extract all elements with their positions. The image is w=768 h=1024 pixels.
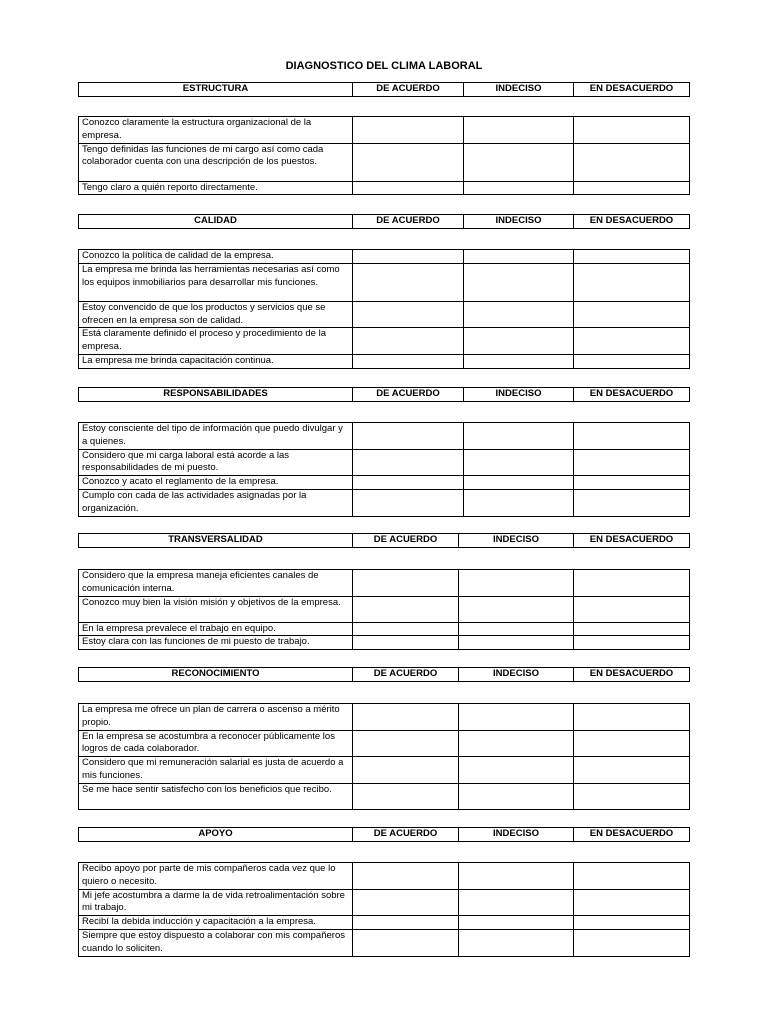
answer-cell-en-desacuerdo[interactable]	[574, 328, 690, 355]
column-header: DE ACUERDO	[353, 828, 459, 842]
section-title: CALIDAD	[79, 215, 353, 229]
answer-cell-en-desacuerdo[interactable]	[574, 301, 690, 328]
section-questions-estructura	[78, 116, 690, 195]
column-header: INDECISO	[459, 668, 574, 682]
table-row	[79, 328, 690, 355]
column-header: DE ACUERDO	[353, 668, 459, 682]
table-row	[79, 570, 690, 597]
answer-cell-en-desacuerdo[interactable]	[574, 263, 690, 301]
column-header: INDECISO	[464, 83, 574, 97]
answer-cell-en-desacuerdo[interactable]	[574, 636, 690, 650]
answer-cell-indeciso[interactable]	[464, 301, 574, 328]
answer-cell-en-desacuerdo[interactable]	[574, 889, 690, 916]
table-row	[79, 354, 690, 368]
answer-cell-en-desacuerdo[interactable]	[574, 354, 690, 368]
answer-cell-indeciso[interactable]	[464, 354, 574, 368]
answer-cell-en-desacuerdo[interactable]	[574, 704, 690, 731]
answer-cell-de-acuerdo[interactable]	[353, 181, 464, 195]
question-text: Se me hace sentir satisfecho con los beneficios que recibo.	[79, 783, 353, 809]
answer-cell-de-acuerdo[interactable]	[353, 328, 464, 355]
question-text: En la empresa prevalece el trabajo en equipo.	[79, 622, 353, 636]
section-questions-calidad	[78, 249, 690, 369]
table-row	[79, 263, 690, 301]
table-row	[79, 489, 690, 516]
answer-cell-en-desacuerdo[interactable]	[574, 489, 690, 516]
answer-cell-indeciso[interactable]	[459, 916, 574, 930]
answer-cell-en-desacuerdo[interactable]	[574, 596, 690, 622]
section-title: RESPONSABILIDADES	[79, 388, 353, 402]
table-row	[79, 929, 690, 956]
answer-cell-indeciso[interactable]	[464, 423, 574, 450]
table-row	[79, 704, 690, 731]
table-row	[79, 622, 690, 636]
table-row	[79, 117, 690, 144]
answer-cell-indeciso[interactable]	[464, 328, 574, 355]
answer-cell-de-acuerdo[interactable]	[353, 636, 459, 650]
document-title: DIAGNOSTICO DEL CLIMA LABORAL	[285, 60, 483, 72]
question-text: Está claramente definido el proceso y procedimiento de la empresa.	[79, 328, 353, 355]
answer-cell-en-desacuerdo[interactable]	[574, 622, 690, 636]
question-text: Siempre que estoy dispuesto a colaborar con mis compañeros cuando lo soliciten.	[79, 929, 353, 956]
question-text: Considero que mi remuneración salarial es justa de acuerdo a mis funciones.	[79, 757, 353, 784]
section-questions-transversalidad	[78, 569, 690, 650]
answer-cell-de-acuerdo[interactable]	[353, 143, 464, 181]
column-header: EN DESACUERDO	[574, 534, 690, 548]
question-text: La empresa me brinda capacitación continua.	[79, 354, 353, 368]
section-questions-apoyo	[78, 862, 690, 957]
answer-cell-indeciso[interactable]	[464, 250, 574, 264]
answer-cell-indeciso[interactable]	[459, 889, 574, 916]
answer-cell-en-desacuerdo[interactable]	[574, 423, 690, 450]
answer-cell-de-acuerdo[interactable]	[353, 622, 459, 636]
answer-cell-en-desacuerdo[interactable]	[574, 181, 690, 195]
answer-cell-en-desacuerdo[interactable]	[574, 783, 690, 809]
answer-cell-indeciso[interactable]	[464, 181, 574, 195]
answer-cell-de-acuerdo[interactable]	[353, 929, 459, 956]
table-row	[79, 757, 690, 784]
answer-cell-de-acuerdo[interactable]	[353, 730, 459, 757]
answer-cell-indeciso[interactable]	[459, 570, 574, 597]
answer-cell-indeciso[interactable]	[459, 757, 574, 784]
question-text: En la empresa se acostumbra a reconocer públicamente los logros de cada colaborador.	[79, 730, 353, 757]
answer-cell-en-desacuerdo[interactable]	[574, 757, 690, 784]
column-header: DE ACUERDO	[353, 215, 464, 229]
answer-cell-indeciso[interactable]	[459, 636, 574, 650]
answer-cell-en-desacuerdo[interactable]	[574, 117, 690, 144]
column-header: INDECISO	[464, 388, 574, 402]
answer-cell-de-acuerdo[interactable]	[353, 263, 464, 301]
question-text: Tengo claro a quién reporto directamente.	[79, 181, 353, 195]
answer-cell-de-acuerdo[interactable]	[353, 301, 464, 328]
section-title: RECONOCIMIENTO	[79, 668, 353, 682]
answer-cell-de-acuerdo[interactable]	[353, 476, 464, 490]
answer-cell-en-desacuerdo[interactable]	[574, 449, 690, 476]
section-header-responsabilidades	[78, 387, 690, 402]
question-text: Conozco la política de calidad de la empresa.	[79, 250, 353, 264]
question-text: Recibo apoyo por parte de mis compañeros cada vez que lo quiero o necesito.	[79, 863, 353, 890]
answer-cell-indeciso[interactable]	[459, 863, 574, 890]
question-text: La empresa me ofrece un plan de carrera o ascenso a mérito propio.	[79, 704, 353, 731]
table-row	[79, 889, 690, 916]
table-row	[79, 423, 690, 450]
section-questions-reconocimiento	[78, 703, 690, 810]
section-title: APOYO	[79, 828, 353, 842]
answer-cell-de-acuerdo[interactable]	[353, 757, 459, 784]
question-text: Considero que la empresa maneja eficientes canales de comunicación interna.	[79, 570, 353, 597]
column-header: EN DESACUERDO	[574, 215, 690, 229]
answer-cell-indeciso[interactable]	[459, 596, 574, 622]
question-text: Considero que mi carga laboral está acorde a las responsabilidades de mi puesto.	[79, 449, 353, 476]
section-questions-responsabilidades	[78, 422, 690, 517]
answer-cell-de-acuerdo[interactable]	[353, 449, 464, 476]
table-row	[79, 783, 690, 809]
answer-cell-indeciso[interactable]	[459, 730, 574, 757]
answer-cell-de-acuerdo[interactable]	[353, 250, 464, 264]
question-text: Conozco muy bien la visión misión y objetivos de la empresa.	[79, 596, 353, 622]
column-header: DE ACUERDO	[353, 83, 464, 97]
answer-cell-en-desacuerdo[interactable]	[574, 476, 690, 490]
answer-cell-de-acuerdo[interactable]	[353, 354, 464, 368]
answer-cell-indeciso[interactable]	[464, 476, 574, 490]
answer-cell-indeciso[interactable]	[459, 704, 574, 731]
answer-cell-de-acuerdo[interactable]	[353, 570, 459, 597]
answer-cell-de-acuerdo[interactable]	[353, 423, 464, 450]
answer-cell-indeciso[interactable]	[459, 783, 574, 809]
answer-cell-en-desacuerdo[interactable]	[574, 570, 690, 597]
answer-cell-en-desacuerdo[interactable]	[574, 730, 690, 757]
answer-cell-en-desacuerdo[interactable]	[574, 250, 690, 264]
answer-cell-indeciso[interactable]	[464, 117, 574, 144]
section-header-estructura	[78, 82, 690, 97]
column-header: EN DESACUERDO	[574, 388, 690, 402]
column-header: EN DESACUERDO	[574, 83, 690, 97]
table-row	[79, 143, 690, 181]
table-row	[79, 181, 690, 195]
column-header: DE ACUERDO	[353, 388, 464, 402]
answer-cell-de-acuerdo[interactable]	[353, 889, 459, 916]
section-title: ESTRUCTURA	[79, 83, 353, 97]
column-header: DE ACUERDO	[353, 534, 459, 548]
table-row	[79, 449, 690, 476]
question-text: Mi jefe acostumbra a darme la de vida retroalimentación sobre mi trabajo.	[79, 889, 353, 916]
section-header-reconocimiento	[78, 667, 690, 682]
table-row	[79, 596, 690, 622]
answer-cell-indeciso[interactable]	[464, 143, 574, 181]
question-text: Recibí la debida inducción y capacitación a la empresa.	[79, 916, 353, 930]
table-row	[79, 730, 690, 757]
table-row	[79, 636, 690, 650]
column-header: INDECISO	[464, 215, 574, 229]
question-text: Conozco claramente la estructura organizacional de la empresa.	[79, 117, 353, 144]
answer-cell-indeciso[interactable]	[464, 489, 574, 516]
answer-cell-de-acuerdo[interactable]	[353, 117, 464, 144]
table-row	[79, 301, 690, 328]
question-text: Estoy consciente del tipo de información que puedo divulgar y a quienes.	[79, 423, 353, 450]
question-text: Estoy clara con las funciones de mi puesto de trabajo.	[79, 636, 353, 650]
table-row	[79, 250, 690, 264]
answer-cell-en-desacuerdo[interactable]	[574, 929, 690, 956]
question-text: Conozco y acato el reglamento de la empresa.	[79, 476, 353, 490]
answer-cell-en-desacuerdo[interactable]	[574, 916, 690, 930]
column-header: EN DESACUERDO	[574, 668, 690, 682]
question-text: Estoy convencido de que los productos y servicios que se ofrecen en la empresa son de calidad.	[79, 301, 353, 328]
answer-cell-de-acuerdo[interactable]	[353, 489, 464, 516]
section-header-transversalidad	[78, 533, 690, 548]
answer-cell-en-desacuerdo[interactable]	[574, 863, 690, 890]
section-title: TRANSVERSALIDAD	[79, 534, 353, 548]
question-text: La empresa me brinda las herramientas necesarias así como los equipos inmobiliarios para desarrollar mis funciones.	[79, 263, 353, 301]
column-header: EN DESACUERDO	[574, 828, 690, 842]
section-header-apoyo	[78, 827, 690, 842]
answer-cell-de-acuerdo[interactable]	[353, 596, 459, 622]
answer-cell-de-acuerdo[interactable]	[353, 863, 459, 890]
answer-cell-de-acuerdo[interactable]	[353, 916, 459, 930]
section-header-calidad	[78, 214, 690, 229]
question-text: Cumplo con cada de las actividades asignadas por la organización.	[79, 489, 353, 516]
answer-cell-de-acuerdo[interactable]	[353, 783, 459, 809]
table-row	[79, 863, 690, 890]
column-header: INDECISO	[459, 828, 574, 842]
answer-cell-indeciso[interactable]	[464, 449, 574, 476]
answer-cell-indeciso[interactable]	[464, 263, 574, 301]
answer-cell-en-desacuerdo[interactable]	[574, 143, 690, 181]
table-row	[79, 476, 690, 490]
answer-cell-indeciso[interactable]	[459, 929, 574, 956]
question-text: Tengo definidas las funciones de mi cargo así como cada colaborador cuenta con una descripción de los puestos.	[79, 143, 353, 181]
answer-cell-de-acuerdo[interactable]	[353, 704, 459, 731]
answer-cell-indeciso[interactable]	[459, 622, 574, 636]
table-row	[79, 916, 690, 930]
column-header: INDECISO	[459, 534, 574, 548]
